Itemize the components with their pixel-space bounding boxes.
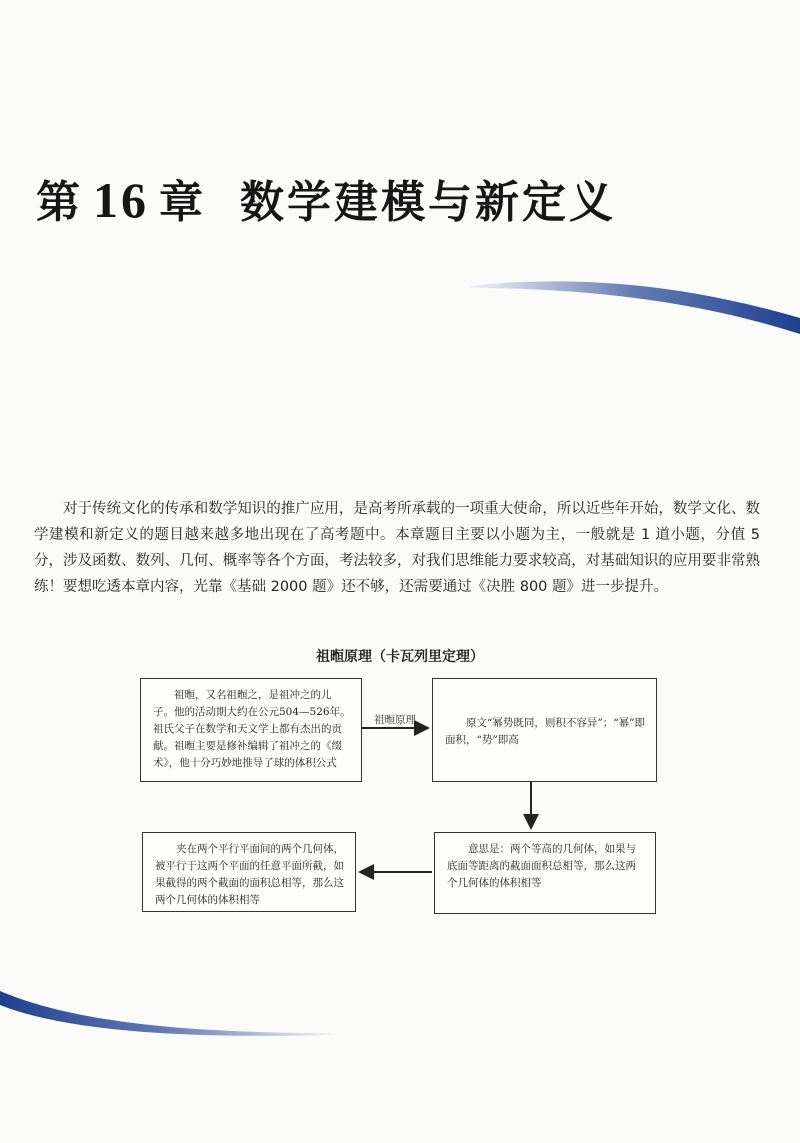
intro-paragraph: 对于传统文化的传承和数学知识的推广应用，是高考所承载的一项重大使命，所以近些年开始，数学文化、数学建模和新定义的题目越来越多地出现在了高考题中。本章题目主要以小题为主，一般就是 1 道小题，分值 5 分，涉及函数、数列、几何、概率等各个方面，考法较多，对我们思维能力要求较高，对基础知识的应用要非常熟练！要想吃透本章内容，光靠《基础 2000 题》还不够，还需要通过《决胜 800 题》进一步提升。: [34, 501, 760, 595]
diagram-title: 祖暅原理（卡瓦列里定理）: [316, 649, 484, 665]
box-meaning-text: 意思是：两个等高的几何体，如果与底面等距离的截面面积总相等，那么这两个几何体的体积相等: [447, 843, 636, 889]
chapter-name: 数学建模与新定义: [240, 177, 616, 228]
box-original-text: 原文“幂势既同，则积不容异”；“幂”即面积，“势”即高: [445, 717, 645, 746]
decorative-swoosh-bottom: [0, 985, 330, 1045]
chapter-number: 16: [93, 172, 149, 228]
box-theorem-text: 夹在两个平行平面间的两个几何体，被平行于这两个平面的任意平面所截，如果截得的两个截面的面积总相等，那么这两个几何体的体积相等: [155, 843, 344, 906]
arrow-label: 祖暅原理: [374, 714, 416, 726]
box-background-text: 祖暅，又名祖暅之，是祖冲之的儿子。他的活动期大约在公元504—526年。祖氏父子在数学和天文学上都有杰出的贡献。祖暅主要是修补编辑了祖冲之的《缀术》，他十分巧妙地推导了球的体积公式: [153, 689, 351, 769]
chapter-prefix: 第: [36, 177, 83, 228]
chapter-suffix: 章: [159, 177, 206, 228]
